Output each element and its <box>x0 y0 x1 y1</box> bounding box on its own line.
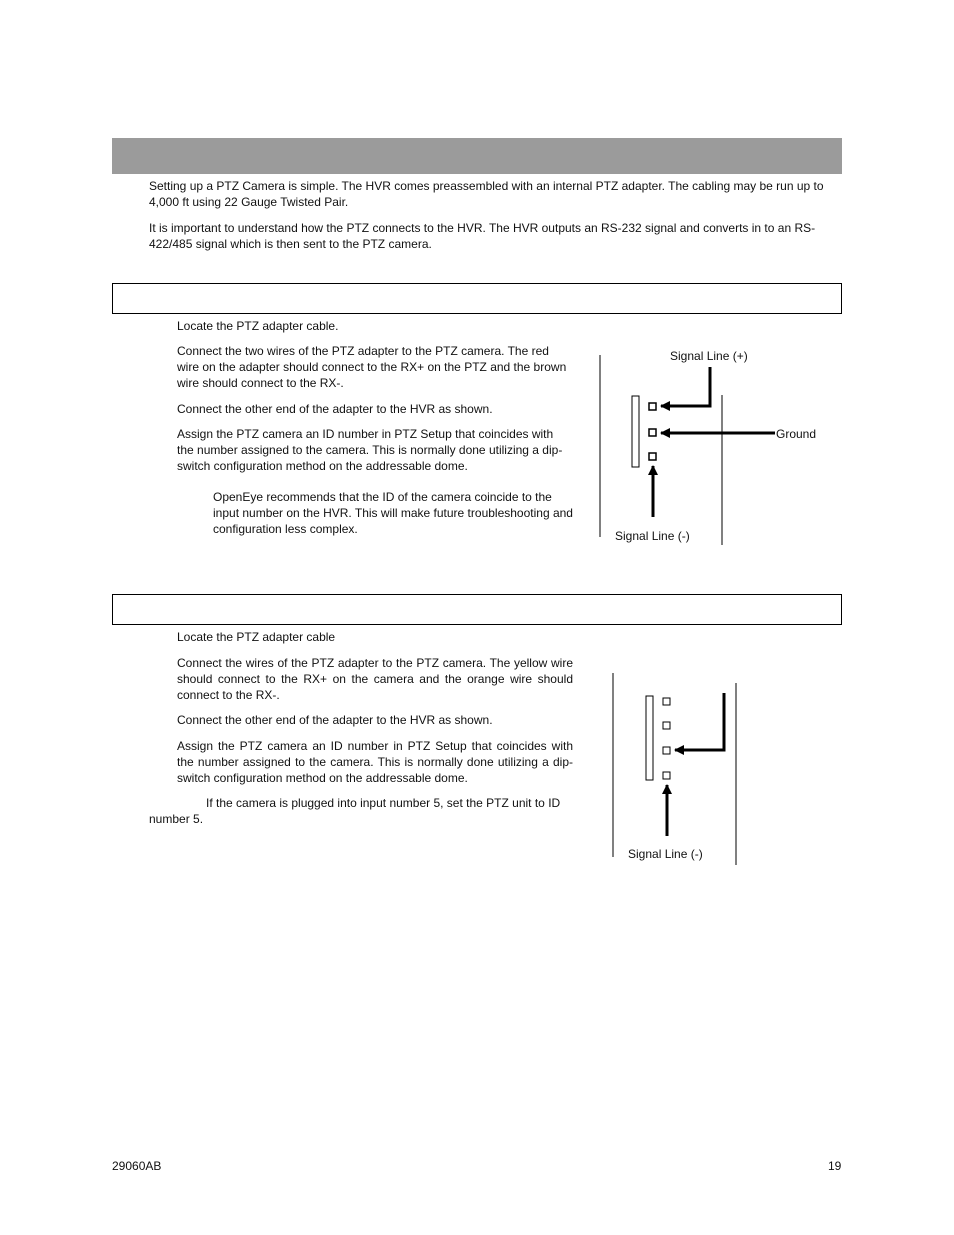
diagram-2-pin-1 <box>663 698 670 705</box>
diagram-2-pin-2 <box>663 722 670 729</box>
diagram-2-signal-plus-arrow <box>675 693 724 750</box>
section-1-note: OpenEye recommends that the ID of the camera coincide to the input number on the HVR. This will make future troubleshooting and configuration less complex. <box>213 490 573 536</box>
section-2-header <box>112 594 842 625</box>
diagram-1-signal-plus-label: Signal Line (+) <box>670 349 748 363</box>
section-2-example-line-2: number 5. <box>149 812 204 826</box>
diagram-1-pin-3 <box>649 453 656 460</box>
intro-paragraph-1: Setting up a PTZ Camera is simple. The HVR comes preassembled with an internal PTZ adapter. The cabling may be run up to 4,000 ft using 22 Gauge Twisted Pair. <box>149 179 824 209</box>
section-2-example-line-1: If the camera is plugged into input number 5, set the PTZ unit to ID <box>206 796 561 810</box>
section-1-step-2: Connect the two wires of the PTZ adapter to the PTZ camera. The red wire on the adapter should connect to the RX+ on the PTZ and the brown wire should connect to the RX-. <box>177 344 567 390</box>
diagram-1-signal-minus-label: Signal Line (-) <box>615 529 690 543</box>
diagram-1-ground-label: Ground <box>776 427 817 441</box>
section-2-step-1: Locate the PTZ adapter cable <box>177 630 336 644</box>
section-2-step-4: Assign the PTZ camera an ID number in PTZ Setup that coincides with the number assigned to the camera. This is normally done utilizing a dip-switch configuration method on the addressable dome. <box>177 739 573 785</box>
footer-doc-number: 29060AB <box>112 1159 162 1173</box>
section-1-header <box>112 283 842 314</box>
intro-paragraph-2: It is important to understand how the PTZ connects to the HVR. The HVR outputs an RS-232 signal and converts in to an RS-422/485 signal which is then sent to the PTZ camera. <box>149 221 816 251</box>
section-2-step-3: Connect the other end of the adapter to the HVR as shown. <box>177 713 493 727</box>
page-header-bar <box>112 138 842 174</box>
section-2-step-2: Connect the wires of the PTZ adapter to the PTZ camera. The yellow wire should connect to the RX+ on the camera and the orange wire should connect to the RX-. <box>177 656 573 702</box>
section-1-step-1: Locate the PTZ adapter cable. <box>177 319 339 333</box>
section-1-step-3: Connect the other end of the adapter to the HVR as shown. <box>177 402 493 416</box>
ptz-wiring-diagram-1 <box>595 355 825 550</box>
diagram-2-connector-block <box>646 696 653 780</box>
section-1-step-4: Assign the PTZ camera an ID number in PTZ Setup that coincides with the number assigned to the camera. This is normally done utilizing a dip-switch configuration method on the addressable dome. <box>177 427 563 473</box>
ptz-wiring-diagram-2 <box>608 673 748 868</box>
diagram-2-pin-4 <box>663 772 670 779</box>
diagram-2-pin-3 <box>663 747 670 754</box>
diagram-1-connector-block <box>632 396 639 467</box>
diagram-1-pin-1 <box>649 403 656 410</box>
diagram-1-signal-plus-arrow <box>661 367 710 406</box>
diagram-2-signal-minus-label: Signal Line (-) <box>628 847 703 861</box>
diagram-1-pin-2 <box>649 429 656 436</box>
footer-page-number: 19 <box>828 1159 842 1173</box>
